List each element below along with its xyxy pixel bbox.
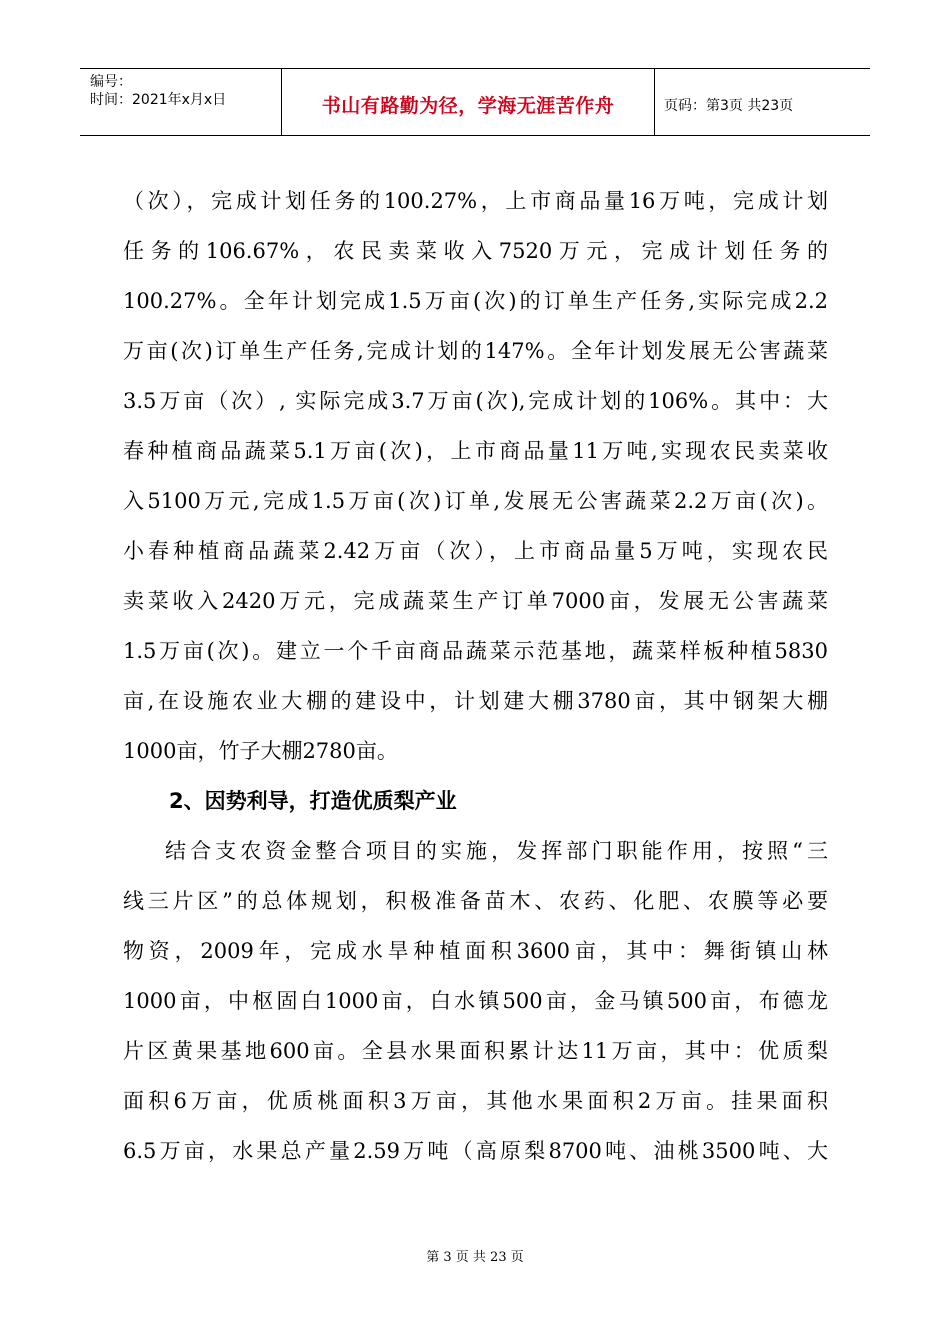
body-line: 100.27%。全年计划完成1.5万亩(次)的订单生产任务,实际完成2.2 <box>123 289 828 313</box>
section-heading: 2、因势利导，打造优质梨产业 <box>169 789 457 813</box>
section-line: 面积6万亩，优质桃面积3万亩，其他水果面积2万亩。挂果面积 <box>123 1089 828 1113</box>
body-line: （次），完成计划任务的100.27%，上市商品量16万吨，完成计划 <box>123 189 828 213</box>
body-line: 任务的106.67%，农民卖菜收入7520万元，完成计划任务的 <box>123 239 828 263</box>
header-motto: 书山有路勤为径，学海无涯苦作舟 <box>321 95 615 117</box>
body-line: 春种植商品蔬菜5.1万亩(次)，上市商品量11万吨,实现农民卖菜收 <box>123 439 828 463</box>
section-line: 结合支农资金整合项目的实施，发挥部门职能作用，按照“三 <box>165 839 828 863</box>
section-line: 6.5万亩，水果总产量2.59万吨（高原梨8700吨、油桃3500吨、大 <box>123 1139 828 1163</box>
page-header <box>80 68 870 136</box>
body-line: 1000亩，竹子大棚2780亩。 <box>123 739 398 763</box>
body-line: 卖菜收入2420万元，完成蔬菜生产订单7000亩，发展无公害蔬菜 <box>123 589 828 613</box>
header-page-cell <box>655 69 870 135</box>
document-date-label: 时间：2021年x月x日 <box>90 92 227 108</box>
body-line: 万亩(次)订单生产任务,完成计划的147%。全年计划发展无公害蔬菜 <box>123 339 828 363</box>
body-line: 入5100万元,完成1.5万亩(次)订单,发展无公害蔬菜2.2万亩(次)。 <box>123 489 828 513</box>
body-line: 小春种植商品蔬菜2.42万亩（次），上市商品量5万吨，实现农民 <box>123 539 828 563</box>
section-line: 物资，2009年，完成水旱种植面积3600亩，其中：舞街镇山林 <box>123 939 828 963</box>
body-line: 亩,在设施农业大棚的建设中，计划建大棚3780亩，其中钢架大棚 <box>123 689 828 713</box>
page-footer: 第 3 页 共 23 页 <box>426 1250 524 1265</box>
section-line: 1000亩，中枢固白1000亩，白水镇500亩，金马镇500亩，布德龙 <box>123 989 828 1013</box>
header-meta-cell <box>80 69 282 135</box>
body-line: 3.5万亩（次）, 实际完成3.7万亩(次),完成计划的106%。其中：大 <box>123 389 828 413</box>
body-line: 1.5万亩(次)。建立一个千亩商品蔬菜示范基地，蔬菜样板种植5830 <box>123 639 828 663</box>
header-page-info: 页码：第3页 共23页 <box>664 98 794 114</box>
section-line: 线三片区”的总体规划，积极准备苗木、农药、化肥、农膜等必要 <box>123 889 828 913</box>
document-number-label: 编号： <box>90 74 132 90</box>
section-line: 片区黄果基地600亩。全县水果面积累计达11万亩，其中：优质梨 <box>123 1039 828 1063</box>
header-motto-cell <box>282 69 655 135</box>
document-body <box>123 176 828 1176</box>
